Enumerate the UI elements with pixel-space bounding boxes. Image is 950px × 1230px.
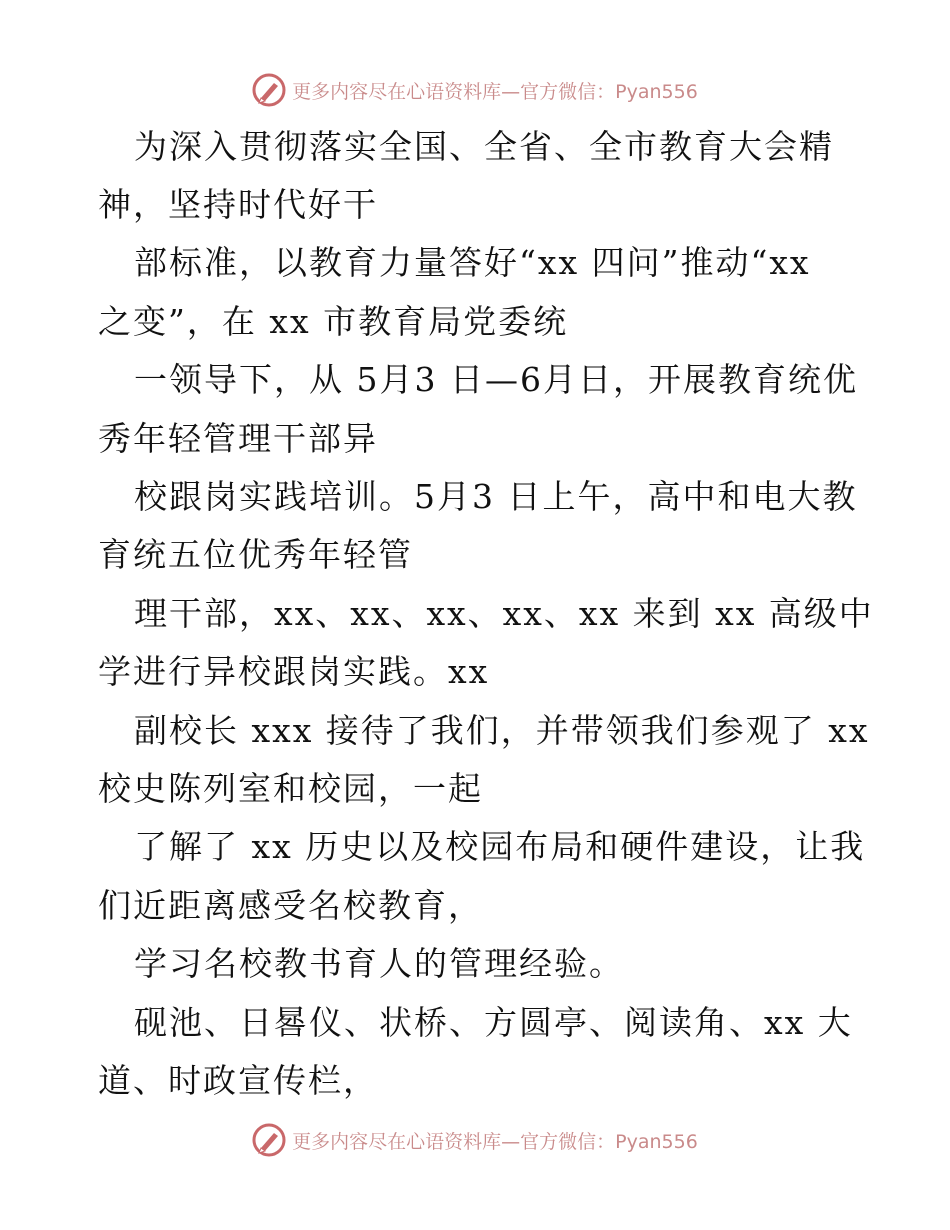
body-line: 秀年轻管理干部异	[98, 419, 378, 458]
footer-banner	[0, 1120, 950, 1160]
body-line: 校史陈列室和校园，一起	[98, 769, 483, 808]
body-line: 道、时政宣传栏，	[98, 1061, 378, 1100]
body-line: 理干部，xx、xx、xx、xx、xx 来到 xx 高级中	[134, 594, 874, 633]
body-line: 神，坚持时代好干	[98, 185, 378, 224]
pen-logo-icon	[252, 1123, 286, 1157]
body-line: 砚池、日晷仪、状桥、方圆亭、阅读角、xx 大	[134, 1003, 853, 1042]
body-line: 们近距离感受名校教育，	[98, 886, 483, 925]
body-line: 部标准，以教育力量答好“xx 四问”推动“xx	[134, 243, 811, 282]
body-line: 育统五位优秀年轻管	[98, 535, 413, 574]
body-line: 之变”，在 xx 市教育局党委统	[98, 302, 569, 341]
header-banner-text: 更多内容尽在心语资料库—官方微信：Pyan556	[292, 80, 698, 103]
body-line: 学进行异校跟岗实践。xx	[98, 652, 490, 691]
header-banner	[0, 70, 950, 110]
body-line: 副校长 xxx 接待了我们，并带领我们参观了 xx	[134, 711, 870, 750]
body-line: 了解了 xx 历史以及校园布局和硬件建设，让我	[134, 827, 866, 866]
body-line: 学习名校教书育人的管理经验。	[134, 944, 624, 983]
body-line: 为深入贯彻落实全国、全省、全市教育大会精	[134, 127, 834, 166]
pen-logo-icon	[252, 73, 286, 107]
body-line: 校跟岗实践培训。5月3 日上午，高中和电大教	[134, 477, 858, 516]
body-line: 一领导下，从 5月3 日—6月日，开展教育统优	[134, 360, 858, 399]
footer-banner-text: 更多内容尽在心语资料库—官方微信：Pyan556	[292, 1130, 698, 1153]
